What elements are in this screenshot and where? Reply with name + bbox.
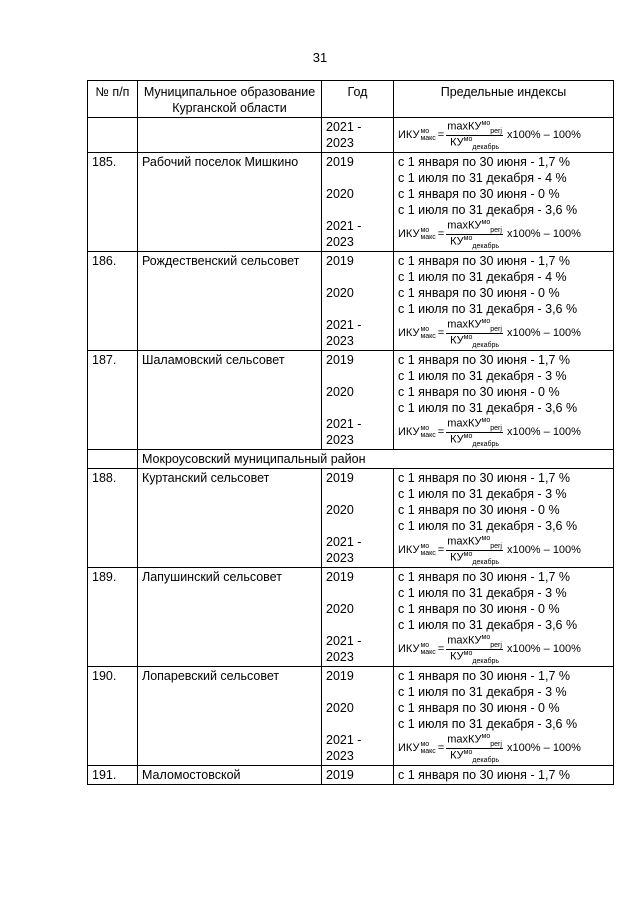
formula-expression (398, 119, 581, 151)
row-num (88, 118, 138, 153)
index-line: с 1 января по 30 июня - 1,7 % (398, 471, 570, 485)
formula-den-sup: мо (463, 432, 473, 440)
formula-tail: х100% – 100% (506, 544, 581, 556)
table-row (88, 667, 614, 766)
row-indices (394, 469, 614, 568)
row-num: 190. (88, 667, 138, 766)
formula-tail: х100% – 100% (506, 426, 581, 438)
formula-den-sub: декабрь (472, 657, 500, 665)
formula-num-main: maxКУ (447, 634, 482, 647)
formula-tail: х100% – 100% (506, 129, 581, 141)
year-2020: 2020 (326, 286, 354, 300)
row-name (138, 118, 322, 153)
formula-num-sub: perj (490, 740, 502, 748)
formula (398, 732, 609, 764)
formula-num-main: maxКУ (447, 535, 482, 548)
formula-eq: = (437, 327, 445, 339)
formula-tail: х100% – 100% (506, 742, 581, 754)
year-range: 2021 - 2023 (326, 219, 362, 249)
formula-lhs-sub: макс (420, 649, 436, 656)
formula-den-sup: мо (463, 333, 473, 341)
index-line: с 1 января по 30 июня - 1,7 % (398, 155, 570, 169)
year-2020: 2020 (326, 701, 354, 715)
district-name: Мокроусовский муниципальный район (138, 450, 614, 469)
index-line: с 1 июля по 31 декабря - 3,6 % (398, 618, 578, 632)
formula-num-sub: perj (490, 641, 502, 649)
formula-eq: = (437, 643, 445, 655)
formula-den-sup: мо (463, 550, 473, 558)
year-2019: 2019 (326, 570, 354, 584)
formula-eq: = (437, 426, 445, 438)
year-2020: 2020 (326, 187, 354, 201)
table-row (88, 153, 614, 252)
formula-den-main: КУ (450, 235, 464, 248)
formula-num-sub: perj (490, 542, 502, 550)
row-indices (394, 118, 614, 153)
index-line: с 1 июля по 31 декабря - 4 % (398, 171, 567, 185)
formula (398, 317, 609, 349)
table-header-row (88, 81, 614, 118)
index-line: с 1 июля по 31 декабря - 4 % (398, 270, 567, 284)
formula-lhs-sup: мо (420, 741, 430, 748)
formula-lhs-sub: макс (420, 748, 436, 755)
formula-num-sub: perj (490, 127, 502, 135)
formula-eq: = (437, 544, 445, 556)
formula (398, 119, 609, 151)
row-name: Рабочий поселок Мишкино (138, 153, 322, 252)
district-row (88, 450, 614, 469)
row-indices (394, 351, 614, 450)
formula-num-sub: perj (490, 325, 502, 333)
index-line: с 1 января по 30 июня - 0 % (398, 602, 560, 616)
index-line: с 1 июля по 31 декабря - 3 % (398, 586, 567, 600)
year-range: 2021 - 2023 (326, 733, 362, 763)
year-2019: 2019 (326, 155, 354, 169)
formula-lhs-sup: мо (420, 326, 430, 333)
formula-den-main: КУ (450, 551, 464, 564)
formula-expression (398, 218, 581, 250)
year-range: 2021 - 2023 (326, 535, 362, 565)
index-line: с 1 июля по 31 декабря - 3,6 % (398, 519, 578, 533)
header-municipality: Муниципальное образование Курганской области (138, 81, 322, 118)
formula-num-sup: мо (481, 732, 491, 740)
row-num: 185. (88, 153, 138, 252)
index-line: с 1 января по 30 июня - 1,7 % (398, 669, 570, 683)
formula-fraction (446, 318, 503, 349)
formula-den-sub: декабрь (472, 558, 500, 566)
year-2019: 2019 (326, 669, 354, 683)
row-indices (394, 153, 614, 252)
row-indices (394, 252, 614, 351)
row-num: 191. (88, 766, 138, 785)
formula-fraction (446, 535, 503, 566)
row-years (322, 252, 394, 351)
formula-lhs: ИКУ (398, 426, 420, 438)
formula-lhs: ИКУ (398, 129, 420, 141)
formula-num-main: maxКУ (447, 120, 482, 133)
formula (398, 218, 609, 250)
formula-num-main: maxКУ (447, 417, 482, 430)
formula-den-main: КУ (450, 749, 464, 762)
index-line: с 1 января по 30 июня - 0 % (398, 385, 560, 399)
formula-expression (398, 317, 581, 349)
formula-num-sup: мо (481, 416, 491, 424)
row-years (322, 667, 394, 766)
formula-lhs-sub: макс (420, 333, 436, 340)
table-row (88, 568, 614, 667)
row-name: Лопаревский сельсовет (138, 667, 322, 766)
formula-tail: х100% – 100% (506, 643, 581, 655)
row-num: 189. (88, 568, 138, 667)
formula-eq: = (437, 742, 445, 754)
formula-expression (398, 416, 581, 448)
formula-num-sub: perj (490, 226, 502, 234)
index-line: с 1 июля по 31 декабря - 3 % (398, 369, 567, 383)
formula-num-sup: мо (481, 218, 491, 226)
row-indices (394, 667, 614, 766)
year-range: 2021 - 2023 (326, 318, 362, 348)
formula-expression (398, 534, 581, 566)
year-2019: 2019 (326, 254, 354, 268)
formula-num-sub: perj (490, 424, 502, 432)
page-number: 31 (312, 50, 328, 65)
row-num: 186. (88, 252, 138, 351)
year-range: 2021 - 2023 (326, 120, 362, 150)
year-range: 2021 - 2023 (326, 634, 362, 664)
row-years (322, 568, 394, 667)
table-row (88, 469, 614, 568)
formula-den-main: КУ (450, 136, 464, 149)
index-line: с 1 июля по 31 декабря - 3 % (398, 487, 567, 501)
formula-den-sup: мо (463, 748, 473, 756)
formula-lhs: ИКУ (398, 544, 420, 556)
formula-lhs-sup: мо (420, 128, 430, 135)
formula-lhs-sub: макс (420, 432, 436, 439)
row-num: 187. (88, 351, 138, 450)
row-years: 2019 (322, 766, 394, 785)
index-line: с 1 июля по 31 декабря - 3,6 % (398, 401, 578, 415)
header-num: № п/п (88, 81, 138, 118)
limit-indices-table (87, 80, 614, 785)
formula-tail: х100% – 100% (506, 228, 581, 240)
year-range: 2021 - 2023 (326, 417, 362, 447)
row-years (322, 118, 394, 153)
header-year: Год (322, 81, 394, 118)
formula-den-main: КУ (450, 334, 464, 347)
formula-lhs-sup: мо (420, 543, 430, 550)
index-line: с 1 января по 30 июня - 1,7 % (398, 570, 570, 584)
row-num: 188. (88, 469, 138, 568)
row-name: Рождественский сельсовет (138, 252, 322, 351)
formula-den-sub: декабрь (472, 242, 500, 250)
formula-lhs-sup: мо (420, 227, 430, 234)
formula (398, 534, 609, 566)
table-row (88, 351, 614, 450)
formula-tail: х100% – 100% (506, 327, 581, 339)
formula-num-main: maxКУ (447, 733, 482, 746)
formula-num-sup: мо (481, 317, 491, 325)
formula-eq: = (437, 228, 445, 240)
formula-lhs-sup: мо (420, 642, 430, 649)
formula-lhs-sup: мо (420, 425, 430, 432)
index-line: с 1 января по 30 июня - 1,7 % (394, 766, 614, 785)
formula-den-sub: декабрь (472, 756, 500, 764)
formula-den-main: КУ (450, 650, 464, 663)
formula-den-sup: мо (463, 234, 473, 242)
row-indices (394, 568, 614, 667)
year-2019: 2019 (326, 353, 354, 367)
index-line: с 1 января по 30 июня - 1,7 % (398, 353, 570, 367)
formula-fraction (446, 219, 503, 250)
formula-lhs-sub: макс (420, 234, 436, 241)
formula-num-sup: мо (481, 633, 491, 641)
formula-fraction (446, 634, 503, 665)
table-row (88, 252, 614, 351)
formula-den-sup: мо (463, 649, 473, 657)
row-name: Лапушинский сельсовет (138, 568, 322, 667)
formula-expression (398, 633, 581, 665)
header-indices: Предельные индексы (394, 81, 614, 118)
index-line: с 1 января по 30 июня - 0 % (398, 286, 560, 300)
formula-lhs: ИКУ (398, 228, 420, 240)
index-line: с 1 июля по 31 декабря - 3,6 % (398, 717, 578, 731)
year-2020: 2020 (326, 503, 354, 517)
formula-num-sup: мо (481, 534, 491, 542)
formula-den-sup: мо (463, 135, 473, 143)
year-2020: 2020 (326, 385, 354, 399)
formula-expression (398, 732, 581, 764)
formula-num-main: maxКУ (447, 219, 482, 232)
formula-fraction (446, 417, 503, 448)
year-2019: 2019 (326, 471, 354, 485)
formula-eq: = (437, 129, 445, 141)
formula-num-sup: мо (481, 119, 491, 127)
formula-den-main: КУ (450, 433, 464, 446)
row-name: Куртанский сельсовет (138, 469, 322, 568)
index-line: с 1 июля по 31 декабря - 3,6 % (398, 203, 578, 217)
formula-fraction (446, 733, 503, 764)
index-line: с 1 января по 30 июня - 0 % (398, 187, 560, 201)
formula-fraction (446, 120, 503, 151)
index-line: с 1 января по 30 июня - 0 % (398, 701, 560, 715)
formula-lhs-sub: макс (420, 550, 436, 557)
year-2020: 2020 (326, 602, 354, 616)
table-row (88, 118, 614, 153)
formula (398, 633, 609, 665)
index-line: с 1 января по 30 июня - 1,7 % (398, 254, 570, 268)
formula-lhs: ИКУ (398, 643, 420, 655)
formula-lhs-sub: макс (420, 135, 436, 142)
formula-lhs: ИКУ (398, 742, 420, 754)
row-years (322, 469, 394, 568)
row-name: Маломостовской (138, 766, 322, 785)
row-years (322, 153, 394, 252)
table-row (88, 766, 614, 785)
row-years (322, 351, 394, 450)
formula (398, 416, 609, 448)
formula-num-main: maxКУ (447, 318, 482, 331)
index-line: с 1 июля по 31 декабря - 3,6 % (398, 302, 578, 316)
formula-lhs: ИКУ (398, 327, 420, 339)
index-line: с 1 января по 30 июня - 0 % (398, 503, 560, 517)
formula-den-sub: декабрь (472, 440, 500, 448)
formula-den-sub: декабрь (472, 143, 500, 151)
formula-den-sub: декабрь (472, 341, 500, 349)
index-line: с 1 июля по 31 декабря - 3 % (398, 685, 567, 699)
row-name: Шаламовский сельсовет (138, 351, 322, 450)
